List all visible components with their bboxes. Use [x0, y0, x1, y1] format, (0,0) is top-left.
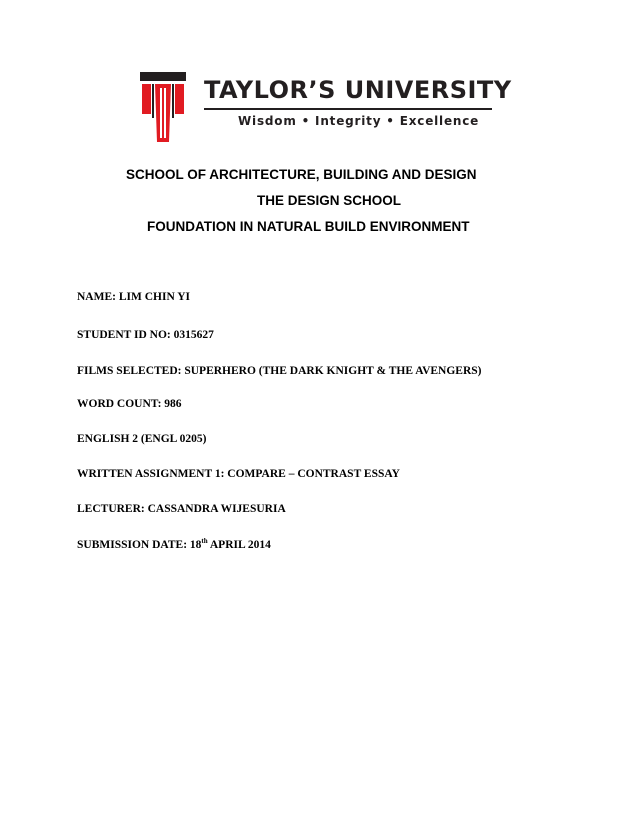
logo-tagline: Wisdom • Integrity • Excellence [238, 114, 480, 128]
submission-date-ordinal: th [201, 537, 208, 545]
programme-title: FOUNDATION IN NATURAL BUILD ENVIRONMENT [147, 219, 470, 234]
school-title: SCHOOL OF ARCHITECTURE, BUILDING AND DESIGN [126, 167, 477, 182]
student-id: STUDENT ID NO: 0315627 [77, 329, 214, 341]
university-crest-icon [140, 72, 186, 142]
university-logo [140, 72, 512, 142]
films-selected: FILMS SELECTED: SUPERHERO (THE DARK KNIGHT & THE AVENGERS) [77, 365, 482, 377]
logo-divider [204, 108, 492, 110]
logo-university-name: TAYLOR’S UNIVERSITY [204, 76, 512, 104]
lecturer-name: LECTURER: CASSANDRA WIJESURIA [77, 503, 286, 515]
submission-date-prefix: SUBMISSION DATE: 18 [77, 539, 202, 551]
assignment-title: WRITTEN ASSIGNMENT 1: COMPARE – CONTRAST ESSAY [77, 468, 400, 480]
submission-date-suffix: APRIL 2014 [207, 539, 271, 551]
submission-date [77, 539, 271, 551]
course-code: ENGLISH 2 (ENGL 0205) [77, 433, 207, 445]
student-name: NAME: LIM CHIN YI [77, 291, 190, 303]
subschool-title: THE DESIGN SCHOOL [256, 193, 401, 208]
word-count: WORD COUNT: 986 [77, 398, 182, 410]
